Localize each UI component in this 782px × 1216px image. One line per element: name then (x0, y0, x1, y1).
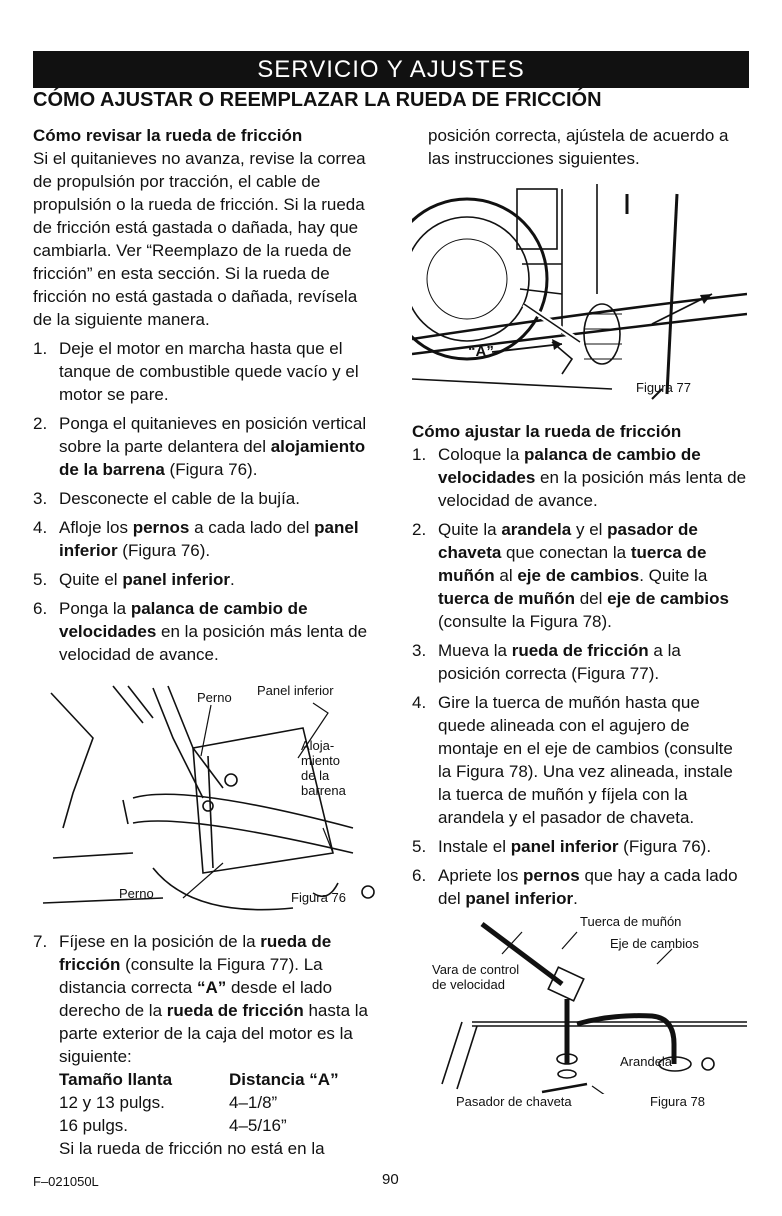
adjust-heading: Cómo ajustar la rueda de fricción (412, 422, 682, 441)
fig77-caption: Figura 77 (636, 380, 691, 395)
adjust-step: 6. Apriete los pernos que hay a cada lado del panel inferior. (412, 866, 738, 908)
figure-78 (412, 914, 747, 1094)
fig78-caption: Figura 78 (650, 1094, 705, 1109)
figure-76 (33, 678, 378, 924)
continued-text: posición correcta, ajústela de acuerdo a las instrucciones siguientes. (428, 126, 729, 168)
fig77-label-a: “A” (468, 343, 494, 360)
figure-76-illustration (33, 678, 378, 924)
table-cell: 4–5/16” (229, 1116, 287, 1135)
table-cell: 16 pulgs. (59, 1116, 128, 1135)
check-steps-continued (33, 930, 378, 1068)
fig76-label-perno-top: Perno (197, 690, 232, 705)
page-number: 90 (382, 1171, 399, 1188)
fig76-label-alojamiento: Aloja- miento de la barrena (301, 738, 346, 798)
fig76-label-perno-bottom: Perno (119, 886, 154, 901)
check-step: 5. Quite el panel inferior. (33, 570, 235, 589)
section-banner: SERVICIO Y AJUSTES (33, 51, 749, 88)
fig78-label-vara: Vara de control de velocidad (432, 962, 520, 992)
adjust-step: 2. Quite la arandela y el pasador de chaveta que conectan la tuerca de muñón al eje de cambios. Quite la tuerca de muñón del eje de cambios (consulte la Figura 78). (412, 520, 729, 631)
figure-78-caption-row (412, 1094, 747, 1114)
check-step: 7. Fíjese en la posición de la rueda de fricción (consulte la Figura 77). La distancia correcta “A” desde el lado derecho de la rueda de fricción hasta la parte exterior de la caja del motor es la siguiente: (33, 932, 368, 1066)
left-column (33, 124, 378, 1160)
check-step: 2. Ponga el quitanieves en posición vertical sobre la parte delantera del alojamiento de la barrena (Figura 76). (33, 414, 367, 479)
right-column (412, 124, 747, 1114)
table-cell: 12 y 13 pulgs. (59, 1093, 165, 1112)
check-steps (33, 337, 378, 666)
figure-77 (412, 184, 747, 406)
fig78-label-pasador: Pasador de chaveta (456, 1094, 572, 1109)
table-header: Distancia “A” (229, 1070, 339, 1089)
table-header: Tamaño llanta (59, 1070, 173, 1089)
fig78-label-eje: Eje de cambios (610, 936, 699, 951)
adjust-step: 5. Instale el panel inferior (Figura 76). (412, 837, 712, 856)
closing-text: Si la rueda de fricción no está en la (59, 1139, 325, 1158)
check-heading: Cómo revisar la rueda de fricción (33, 126, 303, 145)
adjust-step: 4. Gire la tuerca de muñón hasta que quede alineada con el agujero de montaje en el eje de cambios (consulte la Figura 78). Una vez alineada, instale la tuerca de muñón y fíjela con la arandela y el pasador de chaveta. (412, 693, 733, 827)
fig78-label-arandela: Arandela (620, 1054, 673, 1069)
size-distance-table (59, 1068, 378, 1137)
page-title: CÓMO AJUSTAR O REEMPLAZAR LA RUEDA DE FRICCIÓN (33, 89, 602, 111)
document-code: F–021050L (33, 1174, 99, 1189)
check-step: 1. Deje el motor en marcha hasta que el tanque de combustible quede vacío y el motor se pare. (33, 339, 359, 404)
check-step: 4. Afloje los pernos a cada lado del panel inferior (Figura 76). (33, 518, 359, 560)
check-intro: Si el quitanieves no avanza, revise la correa de propulsión por tracción, el cable de propulsión o la rueda de fricción. Si la rueda de fricción está gastada o dañada, hay que cambiarla. Ver “Reemplazo de la rueda de fricción” en esta sección. Si la rueda de fricción no está gastada o dañada, revísela de la siguiente manera. (33, 149, 366, 329)
figure-77-illustration (412, 184, 747, 406)
fig76-caption: Figura 76 (291, 890, 346, 905)
fig78-label-tuerca: Tuerca de muñón (580, 914, 682, 929)
check-step: 6. Ponga la palanca de cambio de velocidades en la posición más lenta de velocidad de avance. (33, 599, 368, 664)
adjust-step: 1. Coloque la palanca de cambio de velocidades en la posición más lenta de velocidad de avance. (412, 445, 747, 510)
check-step: 3. Desconecte el cable de la bujía. (33, 489, 300, 508)
table-cell: 4–1/8” (229, 1093, 278, 1112)
adjust-steps (412, 443, 747, 910)
fig76-label-panel: Panel inferior (257, 683, 334, 698)
adjust-step: 3. Mueva la rueda de fricción a la posición correcta (Figura 77). (412, 641, 681, 683)
